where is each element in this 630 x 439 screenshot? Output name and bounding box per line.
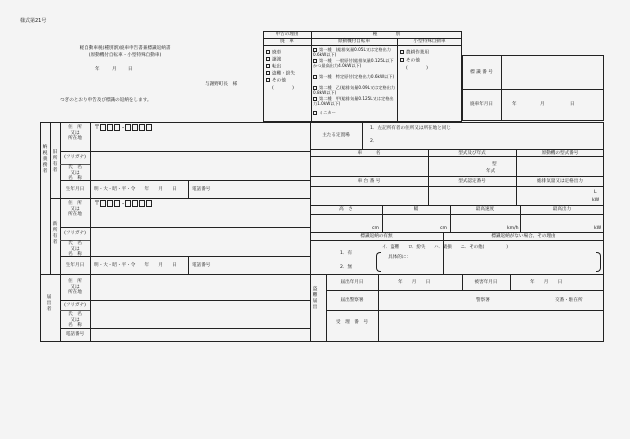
new-birth-value[interactable]: 明・大・昭・平・令 年 月 日: [94, 263, 177, 268]
cert-number-header: 型式認定番号: [458, 179, 486, 184]
applicant-kana-label: (フリガナ): [64, 303, 86, 308]
plate-return-none-label: 標識返納がない場合、その理由: [491, 234, 556, 239]
old-zip-field[interactable]: 〒 -: [94, 124, 153, 131]
report-date-value[interactable]: 年 月 日: [398, 280, 431, 285]
old-address-label: 住 所 又は 所在地: [68, 125, 82, 141]
report-date-label: 届出年月日: [340, 280, 364, 285]
special-header: 小型特殊自動車: [413, 39, 446, 44]
vehicle-model-header: 型式及び年式: [458, 151, 486, 156]
width-header: 幅: [413, 207, 419, 212]
model-note-year: 年式: [486, 169, 496, 174]
plate-return-label: 標識返納の有無: [360, 234, 393, 239]
unit-kw: kW: [592, 198, 600, 203]
theft-report-label: 盗難届出: [312, 287, 318, 310]
power-header: 最高出力: [552, 207, 572, 212]
old-birth-value[interactable]: 明・大・昭・平・令 年 月 日: [94, 187, 177, 192]
chassis-number-header: 車 台 番 号: [357, 179, 381, 184]
moped-option-5[interactable]: 第二種 甲(総排気量0.125L又は定格出力1.0kW以下): [313, 96, 394, 106]
police-station-label: 届出警察署: [340, 298, 364, 303]
location-option-2[interactable]: 2．: [370, 139, 378, 144]
old-name-label: 氏 名 又は 名 称: [68, 165, 82, 181]
power-unit: kW: [594, 226, 602, 231]
height-header: 高 さ: [339, 207, 353, 212]
plate-return-detail: 具体的に：: [388, 255, 411, 260]
moped-option-3[interactable]: 第一種 特定原付(定格出力0.6kW以下): [313, 74, 396, 79]
kind-header: 種 別: [372, 32, 401, 37]
old-kana-label: (フリガナ): [64, 155, 86, 160]
applicant-name-label: 氏 名 又は 名 称: [68, 312, 82, 328]
special-other-paren: ( ): [406, 66, 428, 71]
reason-subheader: 廃 車: [280, 39, 294, 44]
detail-bracket-right: [596, 252, 601, 272]
new-birth-label: 生年月日: [65, 263, 85, 268]
form-title-2: (原動機付自転車・小型特殊自動車): [88, 53, 162, 58]
new-kana-label: (フリガナ): [64, 231, 86, 236]
unit-liter: L: [594, 190, 597, 195]
new-owner-label: 新所有者: [52, 222, 58, 245]
police-box-value[interactable]: 交番・駐在所: [555, 298, 583, 303]
speed-unit: km/h: [507, 226, 519, 231]
reason-option-transfer[interactable]: 譲渡: [266, 57, 281, 63]
police-station-value[interactable]: 警察署: [476, 298, 490, 303]
intro-text: つぎのとおり申告及び標識の返納をします。: [60, 98, 152, 103]
vehicle-name-header: 車 名: [357, 151, 381, 156]
location-label: 主たる定置場: [322, 133, 350, 138]
old-birth-label: 生年月日: [65, 187, 85, 192]
reason-other-paren: ( ): [272, 86, 294, 91]
applicant-phone-label: 電話番号: [65, 332, 85, 337]
width-unit: cm: [440, 226, 448, 231]
moped-option-1[interactable]: 第一種 (総排気量0.05L又は定格出力0.6kW以下): [313, 47, 391, 57]
plate-number-label: 標 識 番 号: [470, 70, 493, 75]
damage-date-value[interactable]: 年 月 日: [530, 280, 563, 285]
new-name-label: 氏 名 又は 名 称: [68, 241, 82, 257]
plate-box: [462, 55, 604, 121]
form-id: 様式第21号: [20, 18, 47, 24]
detail-bracket-left: [376, 252, 381, 272]
date-month: 月: [112, 67, 117, 72]
form-title-1: 軽自動車税(種別割)廃車申告書兼標識返納書: [79, 46, 171, 51]
moped-option-4[interactable]: 第二種 乙(総排気量0.09L又は定格出力0.8kW以下): [313, 85, 396, 95]
new-zip-field[interactable]: 〒 -: [94, 200, 153, 207]
moped-header: 原動機付自転車: [337, 39, 371, 44]
reason-option-theft[interactable]: 盗難・紛失: [266, 71, 295, 77]
displacement-header: 総排気量又は定格出力: [537, 179, 583, 184]
location-option-1[interactable]: 1．左記所有者の住所又は所在地と同じ: [370, 126, 452, 131]
receipt-number-label: 受 理 番 号: [335, 320, 369, 325]
old-owner-label: 旧所有者: [52, 150, 58, 173]
engine-model-header: 原動機の型式番号: [541, 151, 579, 156]
reason-option-move[interactable]: 転出: [266, 64, 281, 70]
date-year: 年: [95, 67, 100, 72]
scrap-date-year: 年: [512, 102, 517, 107]
scrap-date-label: 廃車年月日: [470, 102, 493, 107]
damage-date-label: 被害年月日: [474, 280, 498, 285]
moped-option-6[interactable]: ミニカー: [313, 110, 396, 115]
addressee: 与謝野町長 様: [205, 82, 238, 87]
reason-option-other[interactable]: その他: [266, 78, 286, 84]
special-option-1[interactable]: 農耕作業用: [400, 50, 429, 56]
model-note-type: 型: [492, 162, 497, 167]
moped-option-2[interactable]: 第一種 一般原付(総排気量0.125L以下かつ最高出力4.0kW以下): [313, 58, 394, 68]
plate-return-reasons[interactable]: イ．盗難 ロ．紛失 ハ．破損 ニ．その他( ): [382, 245, 508, 250]
tax-payer-group-label: 納税義務者: [42, 145, 48, 174]
reason-header: 申告の理由: [275, 32, 299, 37]
reason-option-scrap[interactable]: 廃車: [266, 50, 281, 56]
scrap-date-day: 日: [570, 102, 575, 107]
height-unit: cm: [372, 226, 380, 231]
applicant-address-label: 住 所 又は 所在地: [68, 279, 82, 295]
date-day: 日: [128, 67, 133, 72]
plate-return-no[interactable]: 2．無: [340, 265, 353, 270]
old-phone-label: 電話番号: [192, 187, 211, 192]
plate-return-yes[interactable]: 1．有: [340, 251, 353, 256]
new-address-label: 住 所 又は 所在地: [68, 201, 82, 217]
special-option-2[interactable]: その他: [400, 58, 420, 64]
scrap-date-month: 月: [540, 102, 545, 107]
applicant-group-label: 届出者: [46, 295, 52, 312]
speed-header: 最高速度: [475, 207, 495, 212]
new-phone-label: 電話番号: [192, 263, 211, 268]
